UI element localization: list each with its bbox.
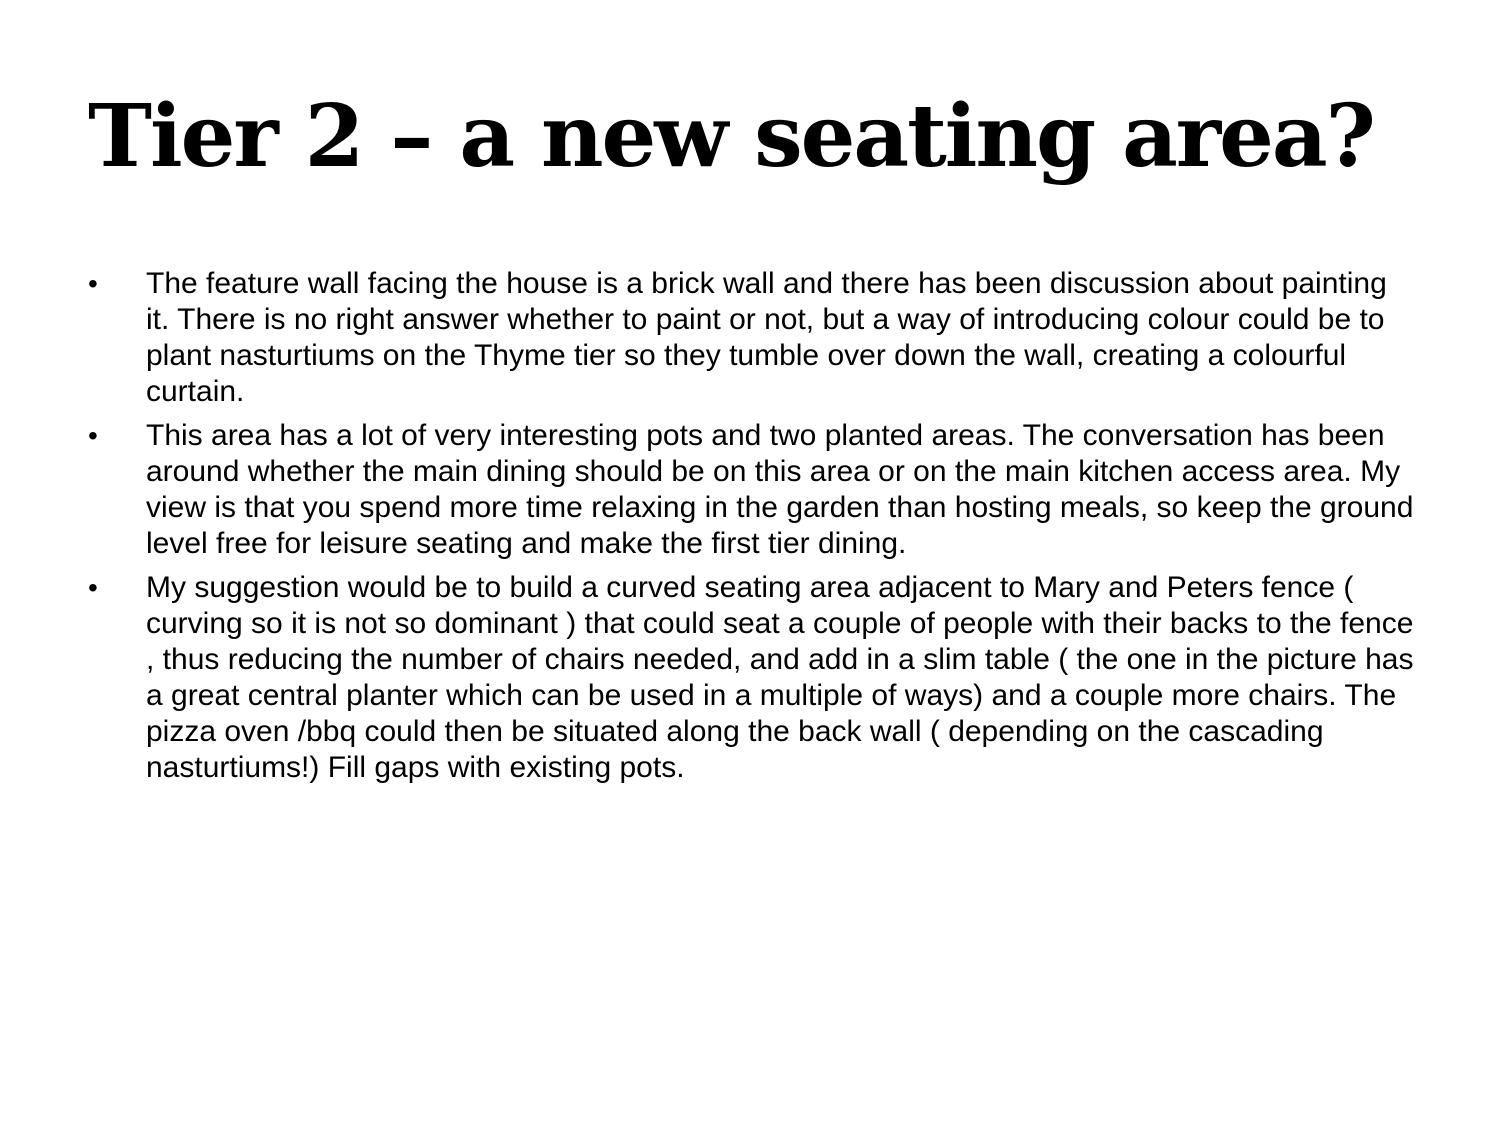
bullet-dot-icon: • xyxy=(88,572,98,603)
bullet-text: This area has a lot of very interesting pots and two planted areas. The conversation has been around whether the main dining should be on this area or on the main kitchen access area. My view is that you spend more time relaxing in the garden than hosting meals, so keep the ground level free for leisure seating and make the first tier dining. xyxy=(146,419,1414,560)
bullet-dot-icon: • xyxy=(88,420,98,451)
slide-title: Tier 2 – a new seating area? xyxy=(88,86,1374,187)
bullet-item-feature-wall xyxy=(88,266,1418,410)
bullet-list xyxy=(88,266,1418,794)
bullet-item-seating-suggestion xyxy=(88,570,1418,786)
bullet-text: The feature wall facing the house is a brick wall and there has been discussion about painting it. There is no right answer whether to paint or not, but a way of introducing colour could be to plant nasturtiums on the Thyme tier so they tumble over down the wall, creating a colourful curtain. xyxy=(146,267,1387,408)
bullet-text: My suggestion would be to build a curved seating area adjacent to Mary and Peters fence ( curving so it is not so dominant ) that could seat a couple of people with their backs to the fence , thus reducing the number of chairs needed, and add in a slim table ( the one in the picture has a great central planter which can be used in a multiple of ways) and a couple more chairs. The pizza oven /bbq could then be situated along the back wall ( depending on the cascading nasturtiums!) Fill gaps with existing pots. xyxy=(146,571,1414,784)
bullet-item-dining-area xyxy=(88,418,1418,562)
bullet-dot-icon: • xyxy=(88,268,98,299)
